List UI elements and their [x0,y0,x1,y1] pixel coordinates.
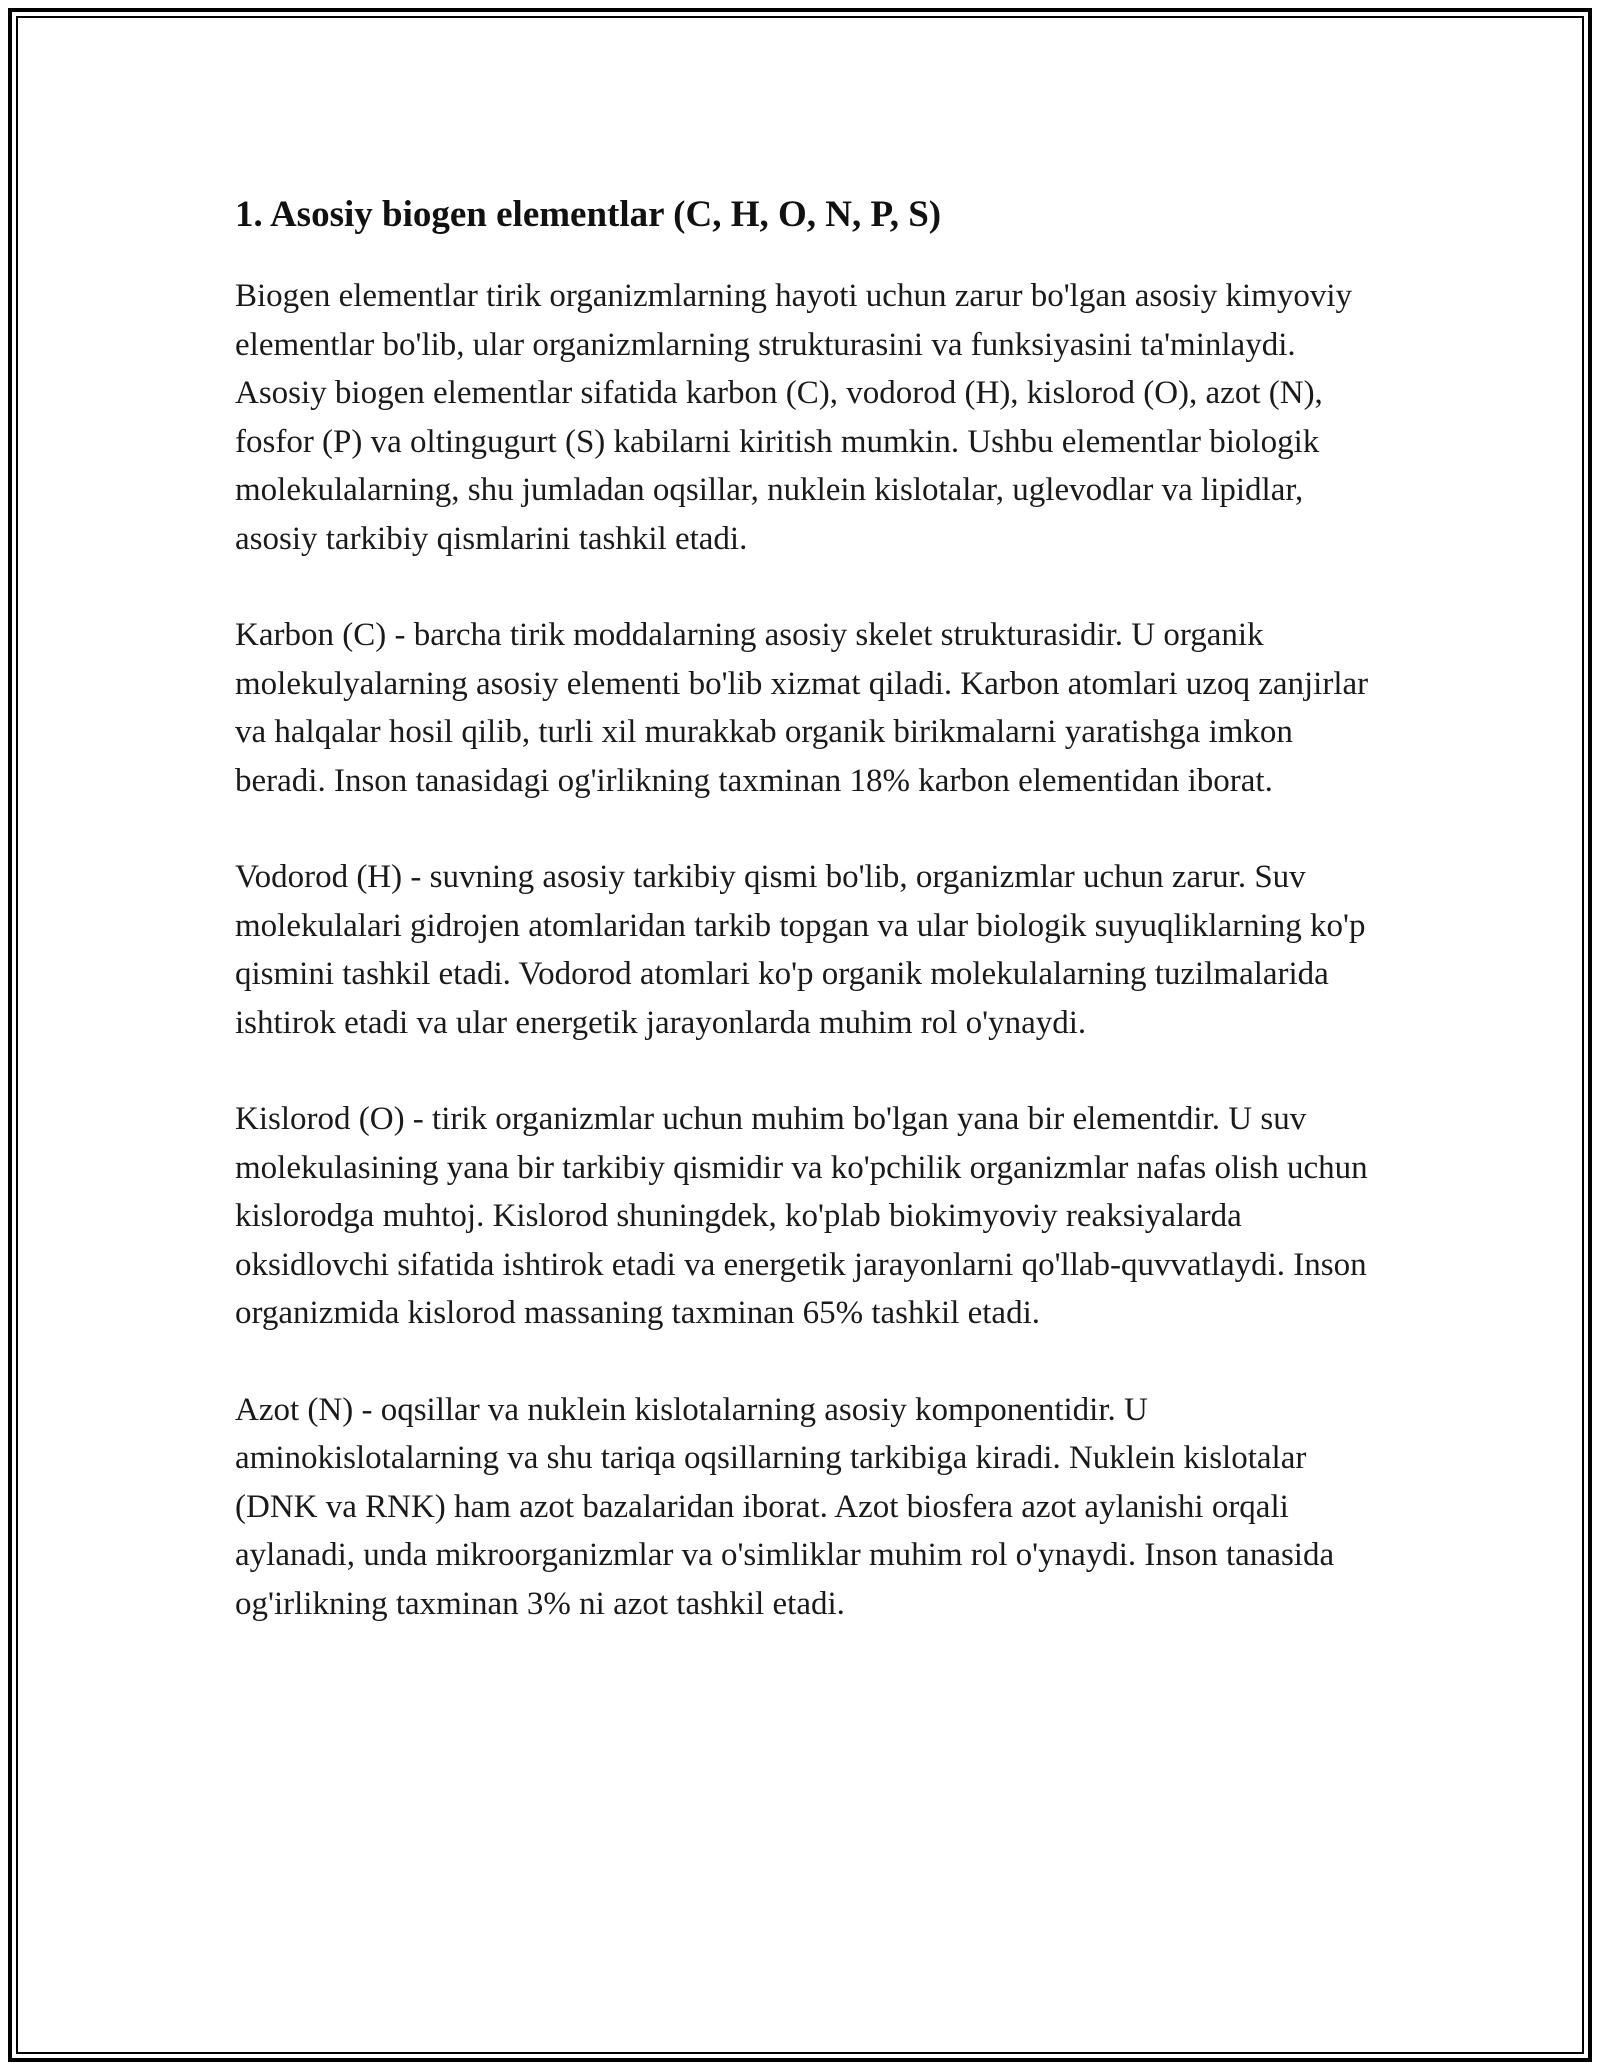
paragraph-carbon: Karbon (C) - barcha tirik moddalarning asosiy skelet strukturasidir. U organik molekulyalarning asosiy elementi bo'lib xizmat qiladi. Karbon atomlari uzoq zanjirlar va halqalar hosil qilib, turli xil murakkab organik birikmalarni yaratishga imkon beradi. Inson tanasidagi og'irlikning taxminan 18% karbon elementidan iborat. [235,617,1369,799]
section-title: 1. Asosiy biogen elementlar (C, H, O, N, P, S) [235,194,942,235]
document-body [235,188,1375,1628]
paragraph-nitrogen: Azot (N) - oqsillar va nuklein kislotalarning asosiy komponentidir. U aminokislotalarning va shu tariqa oqsillarning tarkibiga kiradi. Nuklein kislotalar (DNK va RNK) ham azot bazalaridan iborat. Azot biosfera azot aylanishi orqali aylanadi, unda mikroorganizmlar va o'simliklar muhim rol o'ynaydi. Inson tanasida og'irlikning taxminan 3% ni azot tashkil etadi. [235,1391,1335,1622]
paragraph-intro: Biogen elementlar tirik organizmlarning hayoti uchun zarur bo'lgan asosiy kimyoviy elementlar bo'lib, ular organizmlarning strukturasini va funksiyasini ta'minlaydi. Asosiy biogen elementlar sifatida karbon (C), vodorod (H), kislorod (O), azot (N), fosfor (P) va oltingugurt (S) kabilarni kiritish mumkin. Ushbu elementlar biologik molekulalarning, shu jumladan oqsillar, nuklein kislotalar, uglevodlar va lipidlar, asosiy tarkibiy qismlarini tashkil etadi. [235,278,1352,557]
paragraph-hydrogen: Vodorod (H) - suvning asosiy tarkibiy qismi bo'lib, organizmlar uchun zarur. Suv molekulalari gidrojen atomlaridan tarkib topgan va ular biologik suyuqliklarning ko'p qismini tashkil etadi. Vodorod atomlari ko'p organik molekulalarning tuzilmalarida ishtirok etadi va ular energetik jarayonlarda muhim rol o'ynaydi. [235,859,1366,1041]
paragraph-oxygen: Kislorod (O) - tirik organizmlar uchun muhim bo'lgan yana bir elementdir. U suv molekulasining yana bir tarkibiy qismidir va ko'pchilik organizmlar nafas olish uchun kislorodga muhtoj. Kislorod shuningdek, ko'plab biokimyoviy reaksiyalarda oksidlovchi sifatida ishtirok etadi va energetik jarayonlarni qo'llab-quvvatlaydi. Inson organizmida kislorod massaning taxminan 65% tashkil etadi. [235,1101,1368,1331]
